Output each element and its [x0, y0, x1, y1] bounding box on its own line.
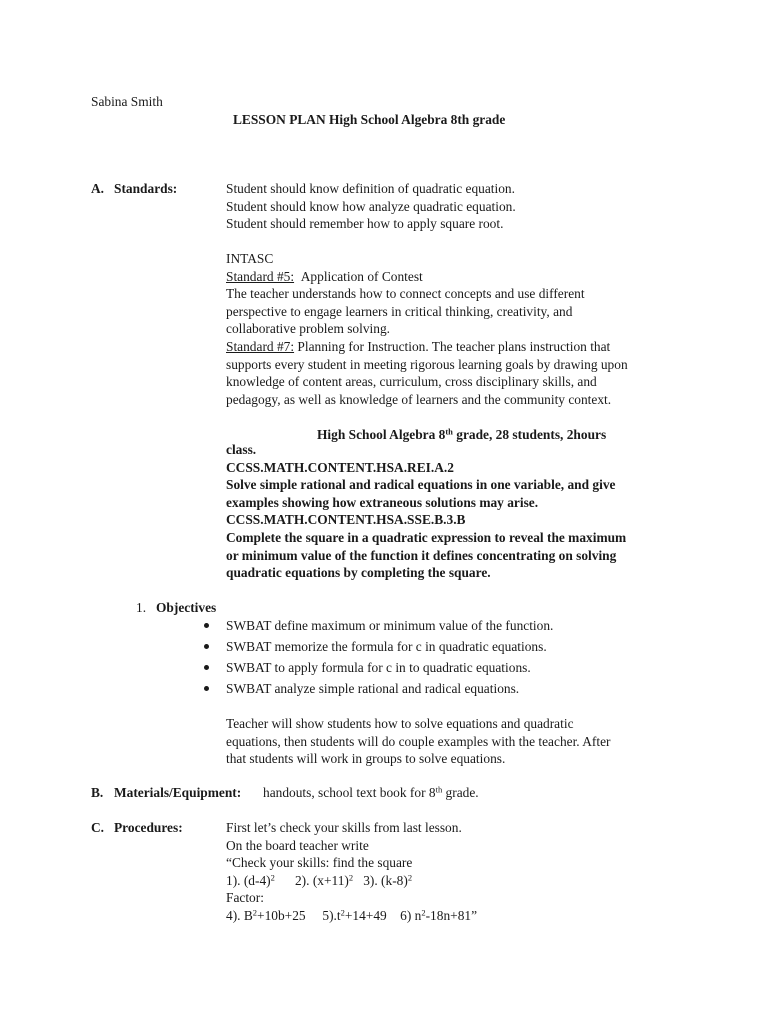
document-title: LESSON PLAN High School Algebra 8th grade [233, 112, 506, 127]
objectives-note-line: Teacher will show students how to solve equations and quadratic [226, 716, 574, 731]
problem-5a: 5).t [322, 907, 341, 923]
ccss-code: CCSS.MATH.CONTENT.HSA.SSE.B.3.B [226, 512, 466, 528]
section-a-label: Standards: [114, 181, 178, 196]
section-b-marker: B. [91, 785, 104, 800]
ccss-code: CCSS.MATH.CONTENT.HSA.REI.A.2 [226, 459, 454, 475]
procedures-line: First let’s check your skills from last lesson. [226, 820, 462, 835]
section-a-marker: A. [91, 181, 105, 196]
exponent: 2 [348, 872, 354, 883]
exponent: 2 [407, 872, 413, 883]
standard-5-title: Application of Contest [300, 268, 423, 284]
section-c-marker: C. [91, 820, 105, 835]
materials-text-post: grade. [442, 785, 479, 800]
ccss-text: Complete the square in a quadratic expression to reveal the maximum [226, 529, 627, 545]
exponent: 2 [252, 907, 258, 918]
problem-4b: +10b+25 [257, 907, 306, 923]
standard-5-heading [226, 268, 628, 286]
ccss-text: Solve simple rational and radical equations in one variable, and give [226, 477, 616, 493]
intasc-block [226, 250, 628, 408]
bullet-icon [204, 665, 209, 670]
problem-1: 1). (d-4) [226, 872, 271, 888]
course-info-text-post: grade, 28 students, 2hours [452, 427, 607, 442]
objectives-note-line: equations, then students will do couple examples with the teacher. After [226, 733, 611, 749]
objective-item: SWBAT memorize the formula for c in quadratic equations. [226, 639, 547, 654]
problem-6a: 6) n [400, 907, 422, 923]
ccss-text: examples showing how extraneous solutions may arise. [226, 494, 539, 510]
standards-line: Student should know how analyze quadratic equation. [226, 198, 516, 214]
problem-5b: +14+49 [344, 907, 387, 923]
factor-problems [226, 907, 477, 925]
ccss-text: quadratic equations by completing the square. [226, 565, 491, 581]
standard-7-heading [226, 338, 628, 356]
course-info-sup: th [445, 426, 453, 437]
ccss-text: or minimum value of the function it defines concentrating on solving [226, 547, 617, 563]
section-c-label: Procedures: [114, 820, 183, 835]
problem-2: 2). (x+11) [294, 872, 349, 888]
square-problems [226, 872, 477, 890]
author-name: Sabina Smith [91, 94, 163, 109]
exponent: 2 [270, 872, 275, 883]
ccss-block [226, 441, 626, 582]
bullet-icon [204, 686, 209, 691]
exponent: 2 [340, 907, 345, 918]
standard-5-text: perspective to engage learners in critical thinking, creativity, and [226, 303, 573, 319]
standard-5-text: collaborative problem solving. [226, 321, 390, 337]
materials-text-main: handouts, school text book for 8 [263, 785, 436, 800]
problem-6b: -18n+81” [425, 907, 478, 923]
objectives-heading: Objectives [156, 600, 217, 615]
objectives-note-line: that students will work in groups to solve equations. [226, 751, 506, 767]
standards-statements [226, 180, 516, 233]
procedures-line: “Check your skills: find the square [226, 855, 413, 871]
objectives-marker: 1. [136, 600, 147, 615]
bullet-icon [204, 644, 209, 649]
problem-4a: 4). B [226, 907, 253, 923]
standard-5-label: Standard #5: [226, 268, 295, 284]
course-info-text: High School Algebra 8 [317, 427, 446, 442]
materials-text [263, 784, 479, 802]
intasc-heading: INTASC [226, 251, 274, 266]
materials-sup: th [435, 784, 443, 795]
standard-7-rest: Planning for Instruction. The teacher plans instruction that [294, 338, 611, 354]
section-b-label: Materials/Equipment: [114, 785, 242, 800]
standard-7-text: pedagogy, as well as knowledge of learners and the community context. [226, 391, 612, 407]
objectives-note [226, 715, 611, 768]
problem-3: 3). (k-8) [363, 872, 408, 888]
objective-item: SWBAT analyze simple rational and radical equations. [226, 681, 520, 696]
procedures-block [226, 819, 477, 925]
standard-5-text: The teacher understands how to connect concepts and use different [226, 286, 585, 302]
factor-label: Factor: [226, 890, 264, 906]
standard-7-label: Standard #7: [226, 338, 295, 354]
course-info-continued: class. [226, 442, 257, 457]
bullet-icon [204, 623, 209, 628]
exponent: 2 [421, 907, 426, 918]
objective-item: SWBAT to apply formula for c in to quadratic equations. [226, 660, 531, 675]
standards-line: Student should know definition of quadratic equation. [226, 181, 515, 196]
procedures-line: On the board teacher write [226, 837, 369, 853]
standard-7-text: supports every student in meeting rigorous learning goals by drawing upon [226, 356, 628, 372]
standards-line: Student should remember how to apply square root. [226, 216, 504, 232]
objective-item: SWBAT define maximum or minimum value of the function. [226, 618, 554, 633]
standard-7-text: knowledge of content areas, curriculum, cross disciplinary skills, and [226, 374, 597, 390]
